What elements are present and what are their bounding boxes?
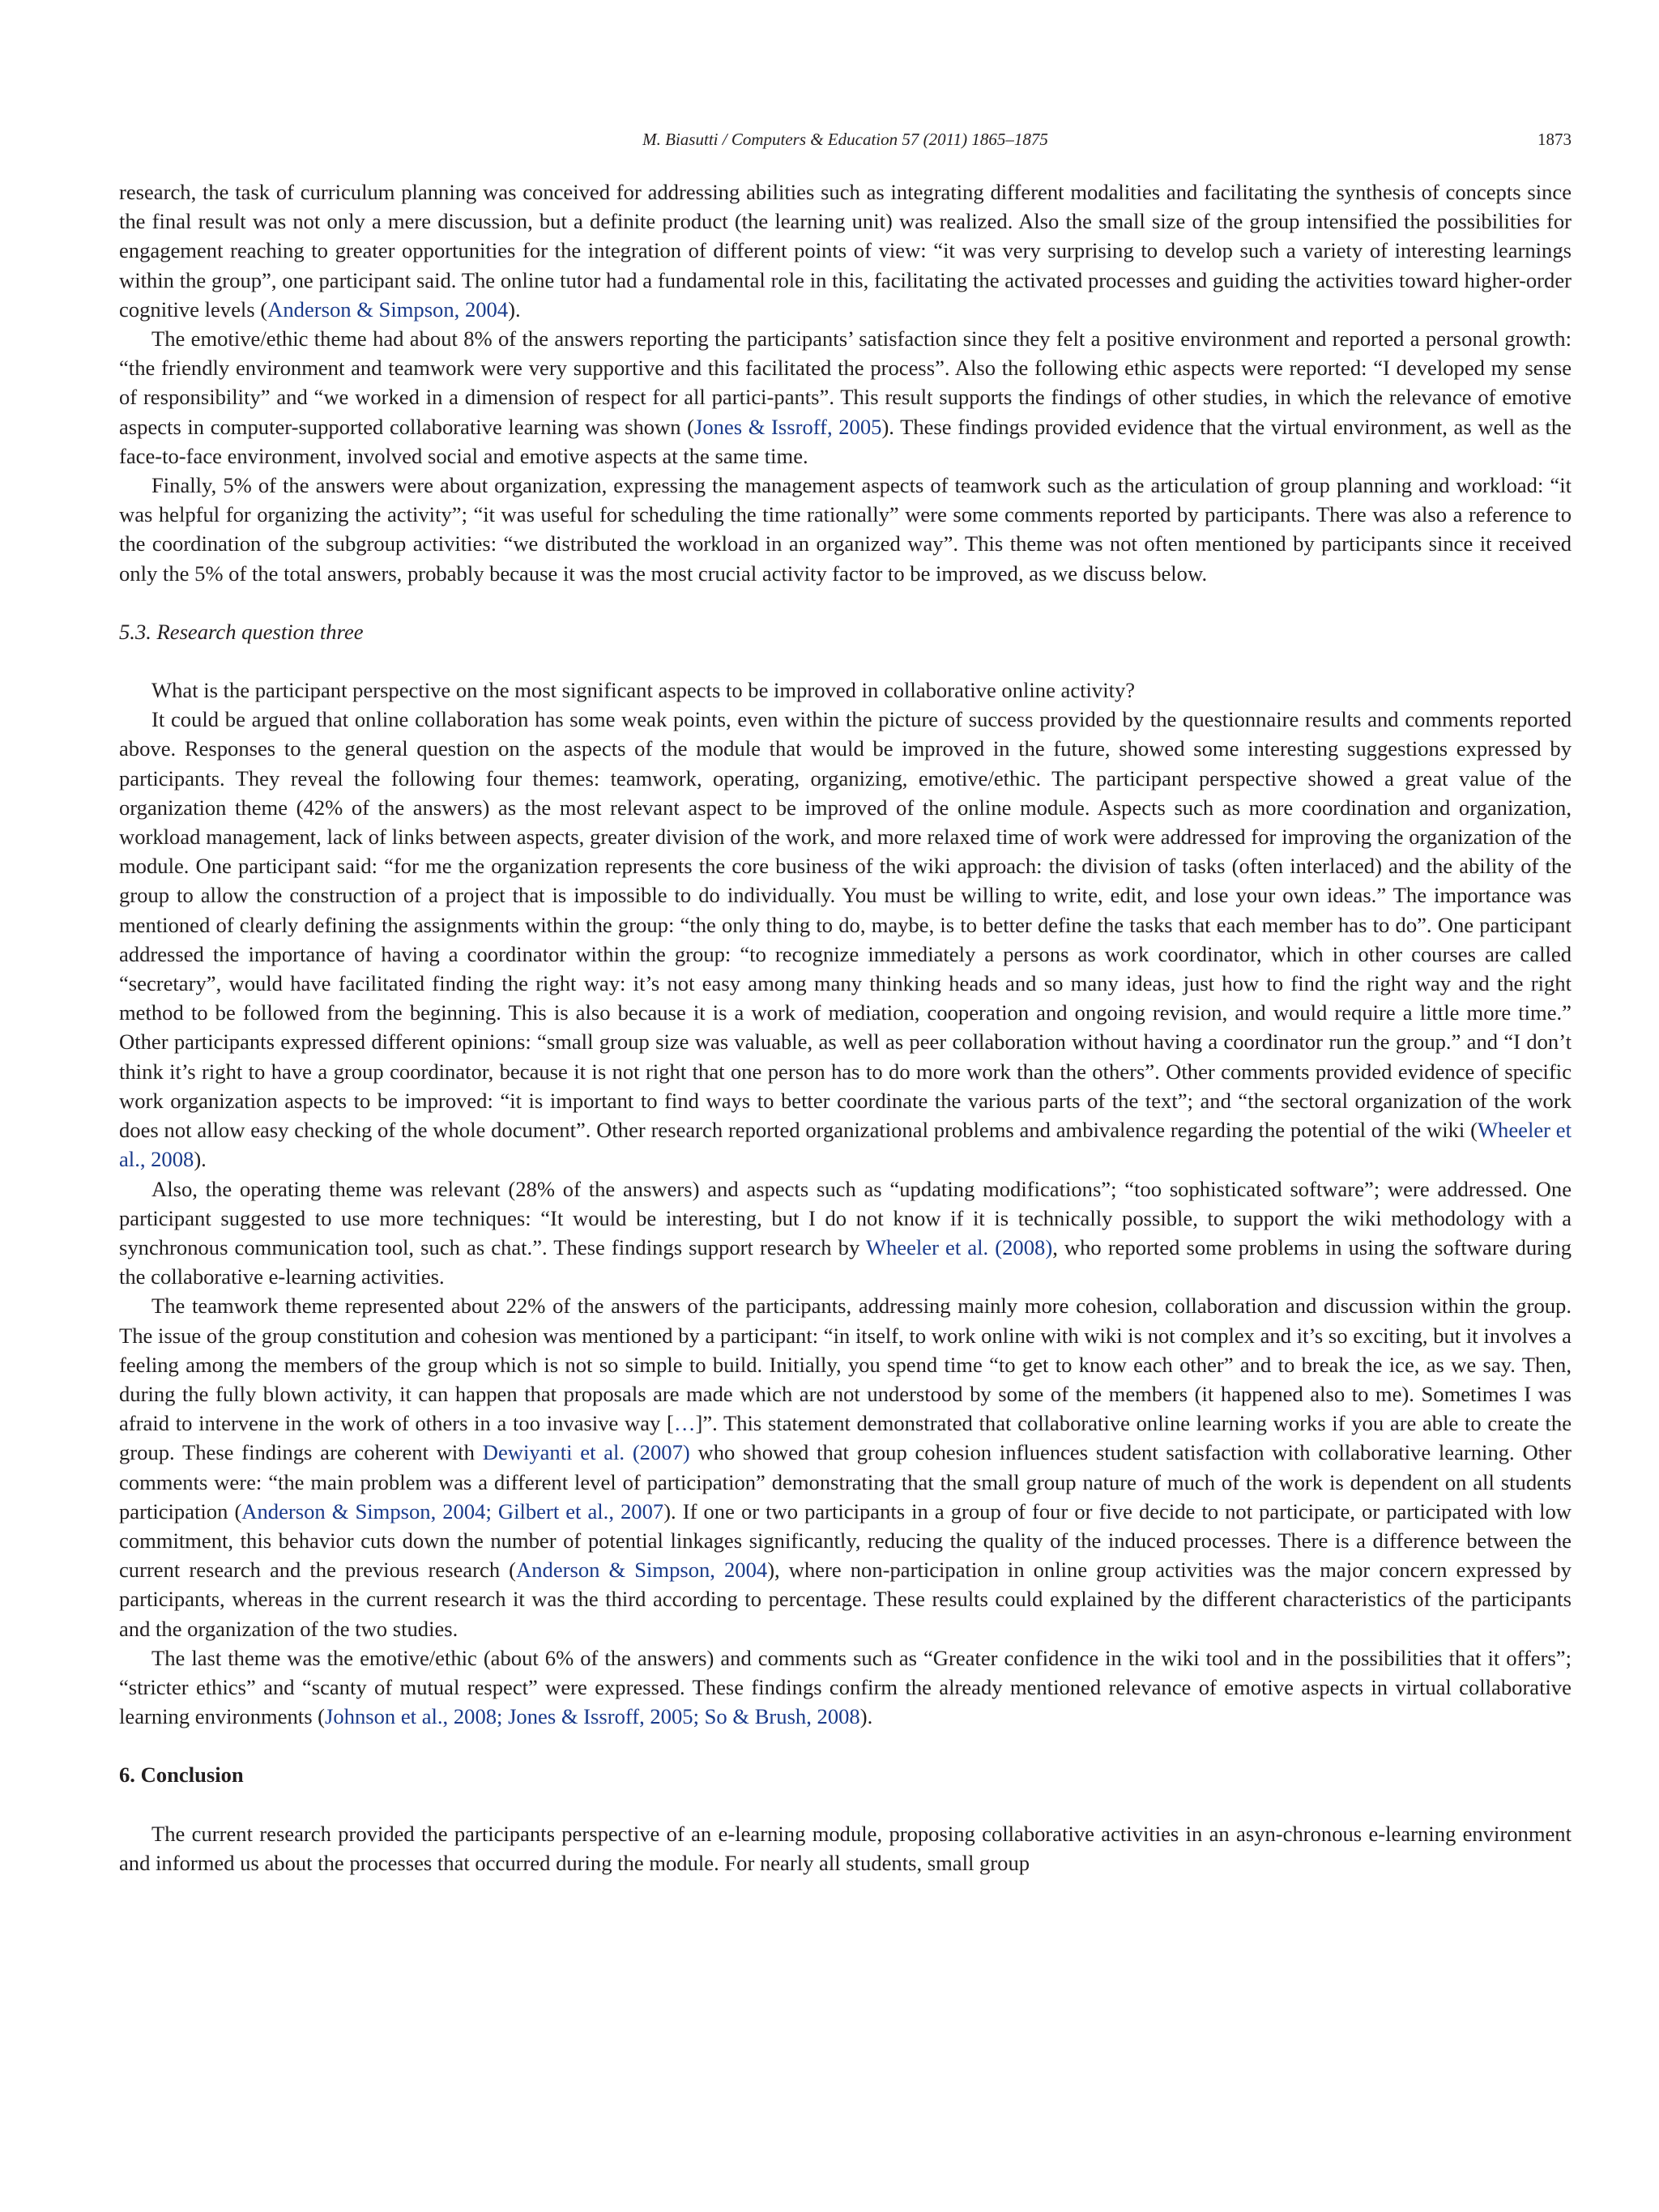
citation-link[interactable]: Wheeler et al. (2008) bbox=[865, 1234, 1053, 1259]
citation-link[interactable]: Anderson & Simpson, 2004; Gilbert et al., 2007 bbox=[241, 1498, 664, 1524]
citation-link[interactable]: Jones & Issroff, 2005 bbox=[694, 414, 882, 439]
subsection-heading: 5.3. Research question three bbox=[119, 619, 364, 644]
paragraph-continuation: research, the task of curriculum planning was conceived for addressing abilities such as integrating different modalities and facilitating the synthesis of concepts since the final result was not only a mere discussion, but a definite product (the learning unit) was realized. Also the small size of the group intensified the possibilities for engagement reaching to greater opportunities for the integration of different points of view: “it was very surprising to develop such a variety of interesting learnings within the group”, one participant said. The online tutor had a fundamental role in this, facilitating the activated processes and guiding the activities toward higher-order cognitive levels (Anderson & Simpson, 2004). bbox=[119, 180, 1572, 322]
citation-link[interactable]: Johnson et al., 2008; Jones & Issroff, 2005; So & Brush, 2008 bbox=[325, 1704, 860, 1729]
page-number: 1873 bbox=[1537, 130, 1572, 149]
running-head bbox=[119, 130, 1572, 157]
citation-link[interactable]: Wheeler et al., 2008 bbox=[119, 1118, 1572, 1172]
paragraph-conclusion: The current research provided the participants perspective of an e-learning module, proposing collaborative activities in an asyn-chronous e-learning environment and informed us about the processes that occurred during the module. For nearly all students, small group bbox=[119, 1821, 1572, 1875]
paragraph-teamwork-theme: The teamwork theme represented about 22% of the answers of the participants, addressing mainly more cohesion, collaboration and discussion within the group. The issue of the group constitution and cohesion was mentioned by a participant: “in itself, to work online with wiki is not complex and it’s so exciting, but it involves a feeling among the members of the group which is not so simple to build. Initially, you spend time “to get to know each other” and to break the ice, as we say. Then, during the fully blown activity, it can happen that proposals are made which are not understood by some of the members (it happened also to me). Sometimes I was afraid to intervene in the work of others in a too invasive way […]”. This statement demonstrated that collaborative online learning works if you are able to create the group. These findings are coherent with Dewiyanti et al. (2007) who showed that group cohesion influences student satisfaction with collaborative learning. Other comments were: “the main problem was a different level of participation” demonstrating that the small group nature of much of the work is dependent on all students participation (Anderson & Simpson, 2004; Gilbert et al., 2007). If one or two participants in a group of four or five decide to not participate, or participated with low commitment, this behavior cuts down the number of potential linkages significantly, reducing the quality of the induced processes. There is a difference between the current research and the previous research (Anderson & Simpson, 2004), where non-participation in online group activities was the major concern expressed by participants, whereas in the current research it was the third according to percentage. These results could explained by the different characteristics of the participants and the organization of the two studies. bbox=[119, 1294, 1572, 1641]
article-body bbox=[119, 177, 1572, 1877]
citation-link[interactable]: Anderson & Simpson, 2004 bbox=[267, 296, 509, 322]
paragraph-organization-improvement: It could be argued that online collaboration has some weak points, even within the picture of success provided by the questionnaire results and comments reported above. Responses to the general question on the aspects of the module that would be improved in the future, showed some interesting suggestions expressed by participants. They reveal the following four themes: teamwork, operating, organizing, emotive/ethic. The participant perspective showed a great value of the organization theme (42% of the answers) as the most relevant aspect to be improved of the online module. Aspects such as more coordination and organization, workload management, lack of links between aspects, greater division of the work, and more relaxed time of work were addressed for improving the organization of the module. One participant said: “for me the organization represents the core business of the wiki approach: the division of tasks (often interlaced) and the ability of the group to allow the construction of a project that is impossible to do individually. You must be willing to write, edit, and lose your own ideas.” The importance was mentioned of clearly defining the assignments within the group: “the only thing to do, maybe, is to better define the tasks that each member has to do”. One participant addressed the importance of having a coordinator within the group: “to recognize immediately a persons as work coordinator, which in other courses are called “secretary”, would have facilitated finding the right way: it’s not easy among many thinking heads and so many ideas, just how to find the right way and the right method to be followed from the beginning. This is also because it is a work of mediation, cooperation and ongoing revision, and would require a little more time.” Other participants expressed different opinions: “small group size was valuable, as well as peer collaboration without having a coordinator run the group.” and “I don’t think it’s right to have a group coordinator, because it is not right that one person has to do more work than the others”. Other comments provided evidence of specific work organization aspects to be improved: “it is important to find ways to better coordinate the various parts of the text”; and “the sectoral organization of the work does not allow easy checking of the whole document”. Other research reported organizational problems and ambivalence regarding the potential of the wiki (Wheeler et al., 2008). bbox=[119, 707, 1572, 1172]
section-heading: 6. Conclusion bbox=[119, 1762, 244, 1788]
paragraph-organization-theme: Finally, 5% of the answers were about organization, expressing the management aspects of teamwork such as the articulation of group planning and workload: “it was helpful for organizing the activity”; “it was useful for scheduling the time rationally” were some comments reported by participants. There was also a reference to the coordination of the subgroup activities: “we distributed the workload in an organized way”. This theme was not often mentioned by participants since it received only the 5% of the total answers, probably because it was the most crucial activity factor to be improved, as we discuss below. bbox=[119, 473, 1572, 586]
citation-link[interactable]: Dewiyanti et al. (2007) bbox=[482, 1440, 690, 1465]
paragraph-operating-theme: Also, the operating theme was relevant (28% of the answers) and aspects such as “updating modifications”; “too sophisticated software”; were addressed. One participant suggested to use more techniques: “It would be interesting, but I do not know if it is technically possible, to support the wiki methodology with a synchronous communication tool, such as chat.”. These findings support research by Wheeler et al. (2008), who reported some problems in using the software during the collaborative e-learning activities. bbox=[119, 1176, 1572, 1289]
paragraph-emotive-ethic-theme: The emotive/ethic theme had about 8% of the answers reporting the participants’ satisfaction since they felt a positive environment and reported a personal growth: “the friendly environment and teamwork were very supportive and this facilitated the process”. Also the following ethic aspects were reported: “I developed my sense of responsibility” and “we worked in a dimension of respect for all partici-pants”. This result supports the findings of other studies, in which the relevance of emotive aspects in computer-supported collaborative learning was shown (Jones & Issroff, 2005). These findings provided evidence that the virtual environment, as well as the face-to-face environment, involved social and emotive aspects at the same time. bbox=[119, 326, 1572, 468]
paragraph-research-question: What is the participant perspective on the most significant aspects to be improved in collaborative online activity? bbox=[151, 678, 1136, 703]
citation-link[interactable]: Anderson & Simpson, 2004 bbox=[516, 1558, 768, 1583]
ellipsis-link[interactable]: … bbox=[673, 1411, 696, 1436]
journal-citation-line: M. Biasutti / Computers & Education 57 (2011) 1865–1875 bbox=[642, 130, 1048, 149]
paragraph-last-theme: The last theme was the emotive/ethic (about 6% of the answers) and comments such as “Greater confidence in the wiki tool and in the possibilities that it offers”; “stricter ethics” and “scanty of mutual respect” were expressed. These findings confirm the already mentioned relevance of emotive aspects in virtual collaborative learning environments (Johnson et al., 2008; Jones & Issroff, 2005; So & Brush, 2008). bbox=[119, 1645, 1572, 1729]
